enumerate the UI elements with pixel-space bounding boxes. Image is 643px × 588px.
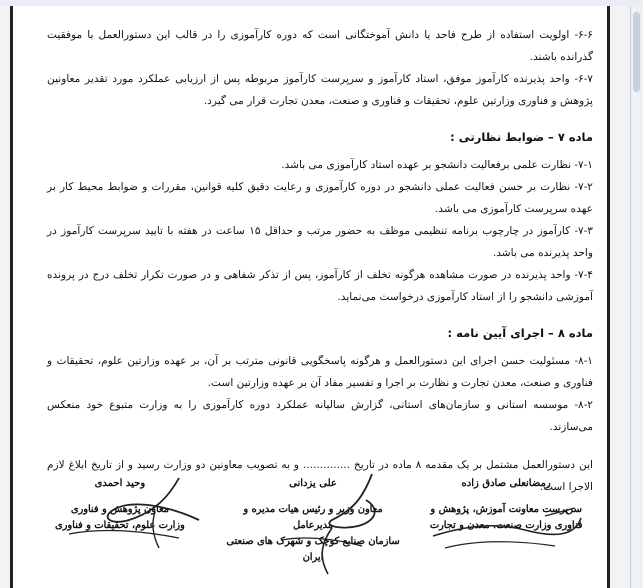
signature-block-industry bbox=[415, 476, 597, 588]
article-7-item: ۷-۱- نظارت علمی برفعالیت دانشجو بر عهده استاد کارآموزی می باشد. bbox=[281, 159, 593, 171]
signatory-name: وحید احمدی bbox=[94, 478, 146, 489]
document-viewport[interactable] bbox=[0, 6, 630, 588]
article-8-item: ۸-۲- موسسه استانی و سازمان‌های استانی، گزارش سالیانه عملکرد دوره کارآموزی را به وزارت متبوع خود منعکس می‌سازند. bbox=[47, 399, 593, 433]
signatory-name: رمضانعلی صادق زاده bbox=[461, 478, 551, 489]
article-8-heading: ماده ۸ – اجرای آیین نامه : bbox=[447, 326, 593, 340]
article-7-item: ۷-۴- واحد پذیرنده در صورت مشاهده هرگونه تخلف از کارآموز، پس از تذکر شفاهی و در صورت تکرار تخلف درج در پرونده آموزشی دانشجو را از استاد کارآموزی درخواست می‌نماید. bbox=[47, 269, 593, 303]
signatory-title: وزارت علوم، تحقیقات و فناوری bbox=[54, 520, 185, 531]
signatory-title: سرپرست معاونت آموزش، پژوهش و bbox=[430, 504, 582, 515]
signatory-title: معاون پژوهش و فناوری bbox=[70, 504, 169, 515]
article-8-item: ۸-۱- مسئولیت حسن اجرای این دستورالعمل و هرگونه پاسخگویی قانونی مترتب بر آن، بر عهده وزارتین علوم، تحقیقات و فناوری و صنعت، معدن تجارت و نظارت بر اجرا و تفسیر مفاد آن بر عهده وزارتین است. bbox=[47, 355, 593, 389]
document-body bbox=[47, 24, 593, 498]
scrollbar-thumb[interactable] bbox=[633, 12, 640, 92]
signatory-title: سازمان صنایع کوچک و شهرک های صنعتی ایران bbox=[226, 536, 400, 563]
signature-block-science bbox=[29, 476, 211, 588]
vertical-scrollbar[interactable] bbox=[630, 6, 643, 588]
signature-area bbox=[29, 476, 597, 588]
article-7-item: ۷-۳- کارآموز در چارچوب برنامه تنظیمی موظف به حضور مرتب و حداقل ۱۵ ساعت در هفته با تایید سرپرست کارآموز در واحد پذیرنده می باشد. bbox=[47, 225, 593, 259]
signatory-name: علی یزدانی bbox=[289, 478, 337, 489]
paragraph-6-7: ۶-۷- واحد پذیرنده کارآموز موفق، استاد کارآموز و سرپرست کارآموز مربوطه پس از ارزیابی عملکرد مورد تقدیر معاونین پژوهش و فناوری وزارتین علوم، تحقیقات و فناوری و صنعت، معدن تجارت قرار می گیرد. bbox=[47, 73, 593, 107]
signatory-title: معاون وزیر و رئیس هیات مدیره و مدیرعامل bbox=[243, 504, 383, 531]
article-7-heading: ماده ۷ – ضوابط نظارتی : bbox=[450, 130, 593, 144]
closing-statement: این دستورالعمل مشتمل بر یک مقدمه ۸ ماده در تاریخ .............. و به تصویب معاونین دو وزارت رسید و از تاریخ ابلاغ لازم الاجرا است. bbox=[47, 459, 593, 493]
document-page bbox=[10, 6, 610, 588]
signatory-title: فناوری وزارت صنعت، معدن و تجارت bbox=[429, 520, 583, 531]
paragraph-6-6: ۶-۶- اولویت استفاده از طرح فاحد یا دانش آموختگانی است که دوره کارآموزی را در قالب این دستورالعمل با موفقیت گذرانده باشند. bbox=[47, 29, 593, 63]
signature-block-small-industries bbox=[222, 476, 404, 588]
article-7-item: ۷-۲- نظارت بر حسن فعالیت عملی دانشجو در دوره کارآموزی و رعایت دقیق کلیه قوانین، مقررات و ضوابط محیط کار بر عهده سرپرست کارآموزی می باشد. bbox=[47, 181, 593, 215]
